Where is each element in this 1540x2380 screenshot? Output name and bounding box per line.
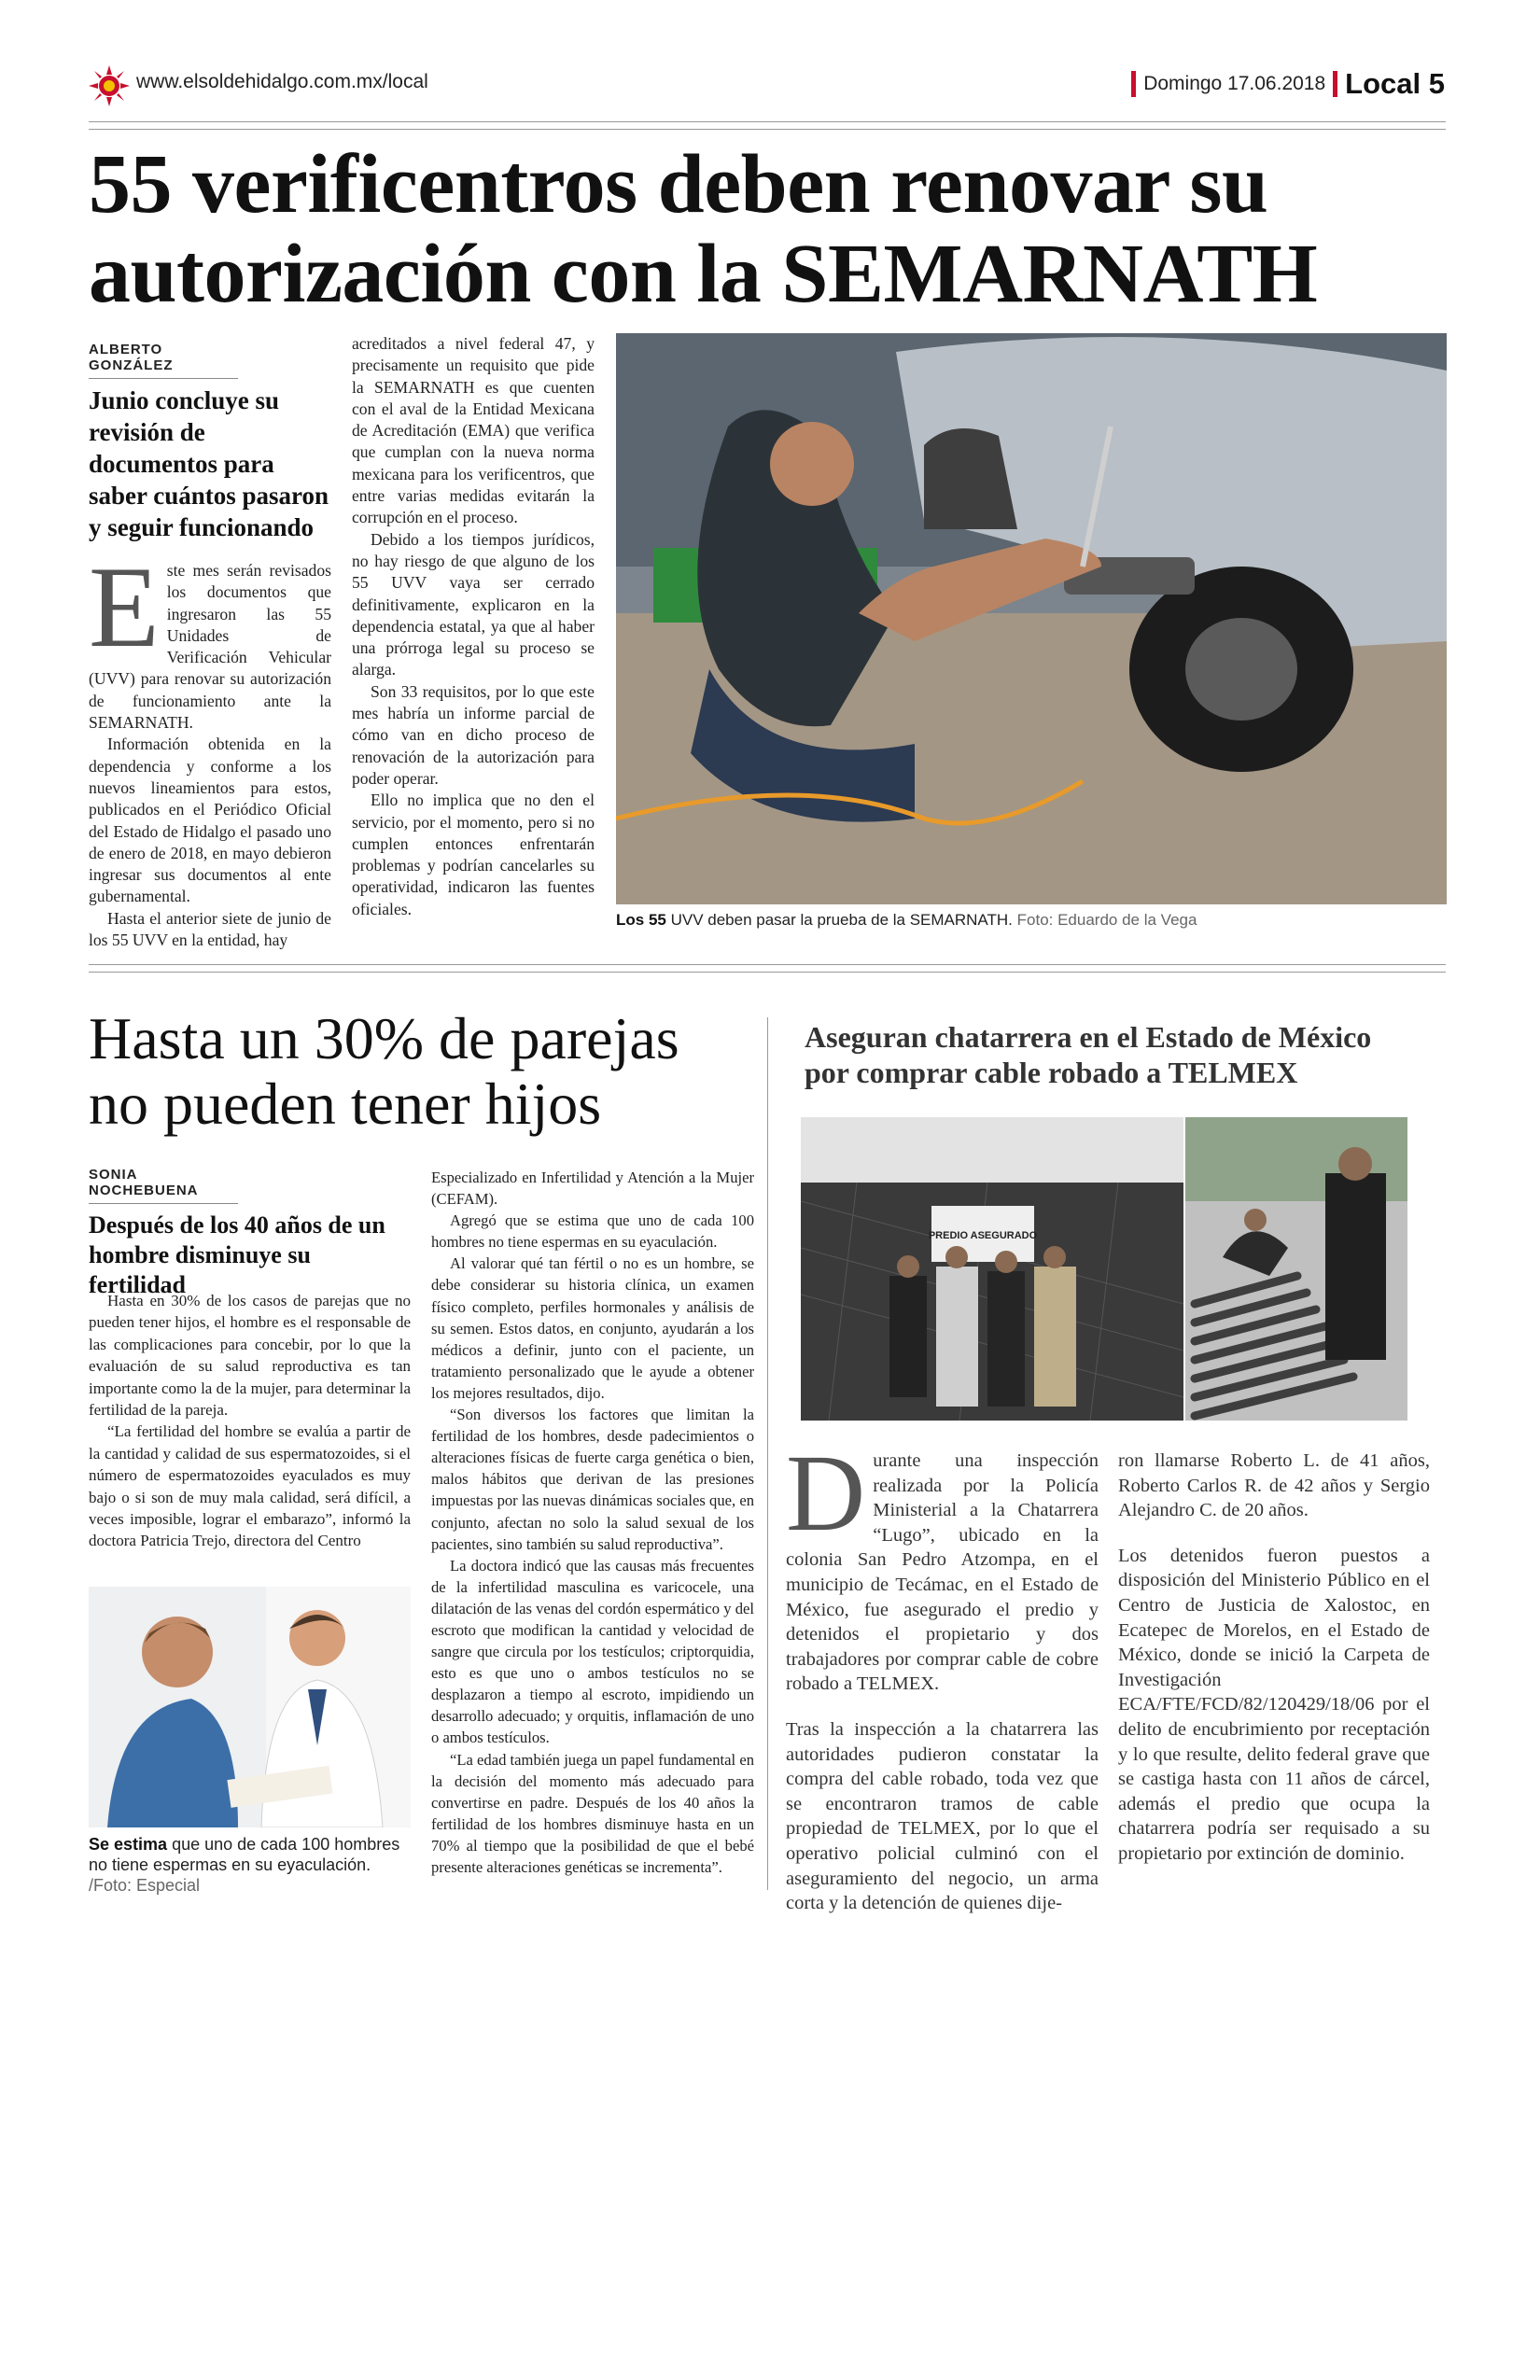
article2-paragraph: “La fertilidad del hombre se evalúa a partir de la cantidad y calidad de sus espermatozoides, si el número de espermatozoides eyaculados es muy bajo o si son de muy mala calidad, será difícil, a veces imposible, lograr el embarazo”, informó la doctora Patricia Trejo, directora del Centro: [89, 1422, 411, 1550]
article1-paragraph: ste mes serán revisados los documentos que ingresaron las 55 Unidades de Verificación Vehicular (UVV) para renovar su autorización de funcionamiento ante la SEMARNATH.: [89, 561, 331, 733]
article1-byline: ALBERTO GONZÁLEZ: [89, 342, 238, 379]
article2-paragraph: Hasta en 30% de los casos de parejas que no pueden tener hijos, el hombre es el responsable de las complicaciones para concebir, por lo que la evaluación de su salud reproductiva es tan importante como la de la mujer, para determinar la fertilidad de la pareja.: [89, 1292, 411, 1420]
article2-column1: [89, 1290, 411, 1552]
section-marker: [1333, 71, 1337, 97]
article2-paragraph: “Son diversos los factores que limitan la fertilidad de los hombres, desde padecimientos o alteraciones físicas de fuerte carga genética o bien, malos hábitos que derivan de las presiones impuestas por las nuevas dinámicas sociales que, en conjunto, afectan no solo la salud sexual de los pacientes, sino también su salud reproductiva”.: [431, 1406, 754, 1553]
article3-paragraph: ron llamarse Roberto L. de 41 años, Roberto Carlos R. de 42 años y Sergio Alejandro C. de 20 años.: [1118, 1450, 1430, 1521]
sun-logo-icon: [89, 65, 130, 106]
article2-paragraph: Especializado en Infertilidad y Atención a la Mujer (CEFAM).: [431, 1169, 754, 1209]
section-rule: [89, 964, 1446, 973]
header-rule: [89, 121, 1446, 130]
article1-dropcap: E: [89, 543, 160, 671]
article2-deck: Después de los 40 años de un hombre disminuye su fertilidad: [89, 1211, 385, 1298]
column-divider: [767, 1017, 768, 1890]
article3-dropcap: D: [786, 1432, 866, 1554]
seized-sign: PREDIO ASEGURADO: [928, 1230, 1038, 1241]
article2-column2: [431, 1167, 754, 1878]
article1-title: [89, 140, 1451, 319]
issue-date: Domingo 17.06.2018: [1143, 73, 1326, 94]
article1-paragraph: Información obtenida en la dependencia y conforme a los nuevos lineamientos para estos, publicados en el Periódico Oficial del Estado de Hidalgo el pasado uno de enero de 2018, en mayo debieron ingresar sus documentos al ente gubernamental.: [89, 735, 331, 906]
article2-paragraph: Al valorar qué tan fértil o no es un hombre, se debe considerar su historia clínica, un examen físico completo, perfiles hormonales y análisis de su semen. Estos datos, en conjunto, ayudarán a los médicos a definir, junto con el paciente, un tratamiento personalizado que le ayude a obtener los mejores resultados, dijo.: [431, 1254, 754, 1402]
site-url[interactable]: www.elsoldehidalgo.com.mx/local: [136, 71, 428, 92]
caption-text: que uno de cada 100 hombres no tiene espermas en su eyaculación.: [89, 1835, 400, 1874]
section-page: Local 5: [1345, 67, 1445, 100]
article3-paragraph: urante una inspección realizada por la Policía Ministerial a la Chatarrera “Lugo”, ubicado en la colonia San Pedro Atzompa, en el municipio de Tecámac, en el Estado de México, fue asegurado el predio y detenidos el propietario y dos trabajadores por comprar cable de cobre robado a TELMEX.: [786, 1450, 1099, 1695]
article1-paragraph: Ello no implica que no den el servicio, por el momento, pero si no cumplen entonces enfrentarán problemas y podrían cancelarles su operatividad, indicaron las fuentes oficiales.: [352, 791, 595, 918]
article2-paragraph: “La edad también juega un papel fundamental en la decisión del momento más adecuado para convertirse en padre. Después de los 40 años la fertilidad de los hombres disminuye hasta en un 70% al tiempo que la posibilidad de que el bebé presente alteraciones genéticas se incrementa”.: [431, 1750, 754, 1876]
article3-title: [805, 1019, 1449, 1090]
article2-title-line1: Hasta un 30% de parejas: [89, 1005, 679, 1071]
article2-title: [89, 1006, 779, 1137]
article2-title-line2: no pueden tener hijos: [89, 1071, 602, 1137]
article1-column2: [352, 333, 595, 920]
article1-paragraph: Hasta el anterior siete de junio de los 55 UVV en la entidad, hay: [89, 908, 331, 950]
article1-title-line1: 55 verificentros deben renovar su: [89, 138, 1268, 231]
article1-caption: [616, 910, 1447, 931]
article1-column1: [89, 543, 331, 951]
caption-text: UVV deben pasar la prueba de la SEMARNATH.: [665, 911, 1013, 929]
doctor-patient-photo: [89, 1587, 411, 1827]
article2-paragraph: La doctora indicó que las causas más frecuentes de la infertilidad masculina es varicocele, una dilatación de las venas del cordón espermático y del escroto que modifican la cantidad y velocidad de sangre que circula por los testículos; criptorquidia, esto es que uno o ambos testículos no se desplazaron a tiempo al escroto, impidiendo un desarrollo adecuado; y orquitis, inflamación de uno o ambos testículos.: [431, 1556, 754, 1747]
article2-byline: SONIA NOCHEBUENA: [89, 1167, 238, 1204]
scrapyard-gate-photo: [801, 1117, 1183, 1421]
article3-column2: [1118, 1449, 1430, 1887]
article3-title-line1: Aseguran chatarrera en el Estado de México: [805, 1020, 1372, 1054]
article1-paragraph: Son 33 requisitos, por lo que este mes habría un informe parcial de cómo van en dicho proceso de renovación de la autorización para poder operar.: [352, 681, 595, 788]
seized-cable-photo: [1185, 1117, 1407, 1421]
article2-caption: [89, 1834, 411, 1896]
photo-credit: /Foto: Especial: [89, 1876, 201, 1895]
article3-column1: [786, 1432, 1099, 1937]
date-marker: [1131, 71, 1136, 97]
photo-credit: Foto: Eduardo de la Vega: [1012, 911, 1197, 929]
article1-title-line2: autorización con la SEMARNATH: [89, 228, 1318, 320]
article1-paragraph: acreditados a nivel federal 47, y precisamente un requisito que pide la SEMARNATH es que cuenten con el aval de la Entidad Mexicana de Acreditación (EMA) que verifica que cumplan con la nueva norma mexicana para los verificentros, que entre varias medidas evitarán la corrupción en el proceso.: [352, 334, 595, 527]
article1-paragraph: Debido a los tiempos jurídicos, no hay riesgo de que alguno de los 55 UVV vaya ser cerrado definitivamente, explicaron en la dependencia estatal, ya que al haber una prórroga legal su proceso se alarga.: [352, 529, 595, 679]
article3-title-line2: por comprar cable robado a TELMEX: [805, 1056, 1298, 1089]
article3-paragraph: Tras la inspección a la chatarrera las autoridades pudieron constatar la compra del cable robado, toda vez que se encontraron tramos de cable propiedad de TELMEX, por lo que el operativo policial culminó con el aseguramiento del negocio, un arma corta y la detención de quienes dije-: [786, 1718, 1099, 1914]
article2-paragraph: Agregó que se estima que uno de cada 100 hombres no tiene espermas en su eyaculación.: [431, 1211, 754, 1252]
article3-paragraph: Los detenidos fueron puestos a disposición del Ministerio Público en el Centro de Justicia de Xalostoc, en Ecatepec de Morelos, en el Estado de México, donde se inició la Carpeta de Investigación ECA/FTE/FCD/82/120429/18/06 por el delito de encubrimiento por receptación y lo que resulte, delito federal grave que se castiga hasta con 11 años de cárcel, además el predio que ocupa la chatarrera podría ser requisado a su propietario por extinción de dominio.: [1118, 1545, 1430, 1864]
caption-lead: Los 55: [616, 911, 666, 929]
article1-deck: Junio concluye su revisión de documentos para saber cuántos pasaron y seguir funcionando: [89, 386, 329, 541]
caption-lead: Se estima: [89, 1835, 168, 1854]
verification-photo: [616, 333, 1447, 904]
header-meta: [1131, 67, 1445, 101]
